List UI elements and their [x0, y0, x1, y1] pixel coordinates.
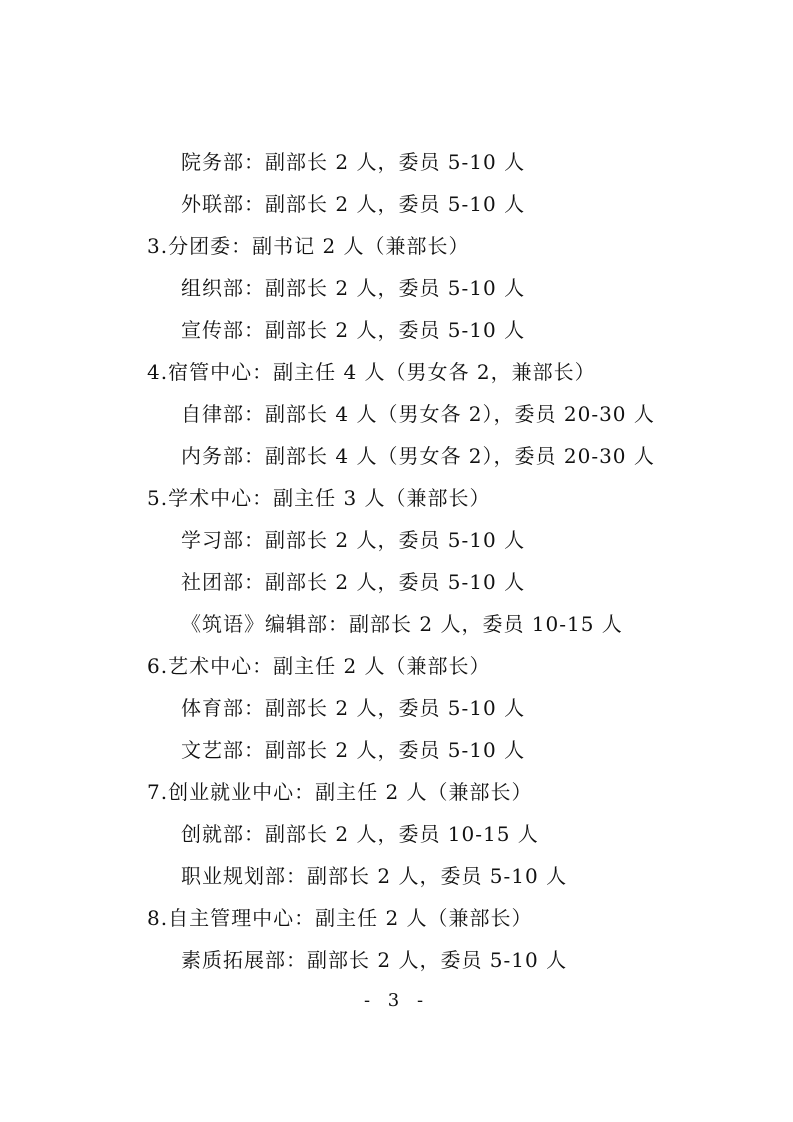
page-number: - 3 -: [363, 990, 430, 1011]
section-heading-suguan: 4.宿管中心：副主任 4 人（男女各 2，兼部长）: [147, 360, 596, 384]
dept-line-wailian: 外联部：副部长 2 人，委员 5-10 人: [181, 192, 526, 216]
dept-line-yuanwu: 院务部：副部长 2 人，委员 5-10 人: [181, 150, 526, 174]
dept-line-zilv: 自律部：副部长 4 人（男女各 2），委员 20-30 人: [181, 402, 655, 426]
dept-line-chuangjiu: 创就部：副部长 2 人，委员 10-15 人: [181, 822, 539, 846]
section-heading-fentuanwei: 3.分团委：副书记 2 人（兼部长）: [147, 234, 470, 258]
section-heading-zizhu: 8.自主管理中心：副主任 2 人（兼部长）: [147, 906, 533, 930]
dept-line-neiwu: 内务部：副部长 4 人（男女各 2），委员 20-30 人: [181, 444, 655, 468]
dept-line-xuexi: 学习部：副部长 2 人，委员 5-10 人: [181, 528, 526, 552]
dept-line-suzhi: 素质拓展部：副部长 2 人，委员 5-10 人: [181, 948, 568, 972]
dept-line-shetuan: 社团部：副部长 2 人，委员 5-10 人: [181, 570, 526, 594]
section-heading-xueshu: 5.学术中心：副主任 3 人（兼部长）: [147, 486, 491, 510]
dept-line-wenyi: 文艺部：副部长 2 人，委员 5-10 人: [181, 738, 526, 762]
section-heading-chuangye: 7.创业就业中心：副主任 2 人（兼部长）: [147, 780, 533, 804]
dept-line-zuzhi: 组织部：副部长 2 人，委员 5-10 人: [181, 276, 526, 300]
dept-line-zhuyu: 《筑语》编辑部：副部长 2 人，委员 10-15 人: [181, 612, 623, 636]
section-heading-yishu: 6.艺术中心：副主任 2 人（兼部长）: [147, 654, 491, 678]
dept-line-tiyu: 体育部：副部长 2 人，委员 5-10 人: [181, 696, 526, 720]
dept-line-zhiye: 职业规划部：副部长 2 人，委员 5-10 人: [181, 864, 568, 888]
dept-line-xuanchuan: 宣传部：副部长 2 人，委员 5-10 人: [181, 318, 526, 342]
